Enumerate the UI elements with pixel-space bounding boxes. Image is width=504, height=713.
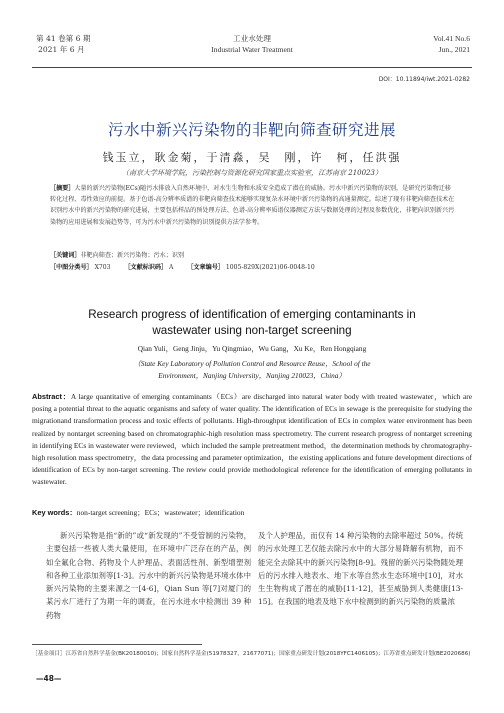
header-journal-block	[0, 33, 504, 55]
abstract-cn-label: ［摘要］	[50, 185, 75, 192]
article-id-label: ［文章编号］	[187, 264, 224, 271]
abstract-cn	[50, 183, 455, 228]
classification-line	[50, 262, 455, 273]
header-date-en: Jun., 2021	[438, 45, 470, 54]
keywords-en-text: non-target screening；ECs；wastewater；identification	[76, 508, 245, 517]
paper-title-cn: 污水中新兴污染物的非靶向筛查研究进展	[107, 121, 396, 139]
doi: DOI：10.11894/iwt.2021-0282	[378, 76, 470, 83]
doc-code-value: A	[169, 264, 174, 271]
affiliation-en: （State Key Laboratory of Pollution Control and Resource Reuse，School of the Environment，Nanjing University，Nanjing 210023，China）	[133, 359, 371, 380]
page-number: —48—	[36, 674, 62, 683]
header-date-cn: 2021 年 6 月	[38, 45, 85, 54]
header-journal-cn: 工业水处理	[233, 34, 271, 43]
keywords-en	[32, 507, 472, 518]
header-volume-en-block	[433, 33, 470, 55]
clc-value: X703	[94, 264, 111, 271]
abstract-en	[32, 391, 472, 489]
doc-code-label: ［文献标识码］	[124, 264, 168, 271]
abstract-en-text: A large quantitative of emerging contaminants（ECs）are discharged into natural water body with treated wastewater，which are posing a potential threat to the aquatic organisms and safety of water quality. The identification of ECs in sewage is the prerequisite for studying the migrationand transformation process and toxic effects of pollutants. High-throughput identification of ECs in complex water environment has been realized by nontarget screening based on chromatographic-high resolution mass spectrometry. The current research progress of nontarget screening in identifying ECs in wastewater were reviewed，which included the sample pretreatment method，the determination methods by chromatography-high resolution mass spectrometry，the data processing and parameter optimization，the existing applications and future development directions of identification of ECs by non-target screening. The review could provide methodological reference for the identification of emerging pollutants in wastewater.	[32, 392, 472, 487]
header-divider	[32, 67, 472, 68]
header-volume-cn: 第 41 卷第 6 期	[36, 34, 91, 43]
header-volume-en: Vol.41 No.6	[433, 34, 470, 43]
clc-label: ［中图分类号］	[50, 264, 93, 271]
keywords-cn	[50, 250, 455, 261]
header-journal-en: Industrial Water Treatment	[211, 45, 293, 54]
footnote-divider	[32, 644, 202, 645]
authors-cn: 钱玉立，耿金菊，于清淼，吴 刚，许 柯，任洪强	[102, 151, 402, 164]
paper-title-en: Research progress of identification of emerging contaminants in wastewater using non-target screening	[88, 308, 416, 337]
keywords-cn-label: ［关键词］	[50, 252, 81, 259]
body-column-right: 及个人护理品，而仅有 14 种污染物的去除率超过 50%。传统的污水处理工艺仅能去除污水中的大部分易降解有机物，而不能完全去除其中的新兴污染物[8-9]。残留的新兴污染物随处理后的污水排入地表水、地下水等自然水生态环境中[10]，对水生生物构成了潜在的威胁[11-12]，甚至威胁到人类健康[13-15]。在我国的地表及地下水中检测到的新兴污染物的质量浓	[258, 531, 463, 607]
keywords-cn-text: 非靶向筛查；新兴污染物；污水；识别	[80, 252, 185, 259]
keywords-en-label: Key words：	[32, 508, 77, 517]
article-id-value: 1005-829X(2021)06-0048-10	[225, 264, 315, 271]
abstract-cn-text: 大量的新兴污染物(ECs)随污水排放入自然环境中，对水生生物和水质安全造成了潜在的威胁。污水中新兴污染物的识别，是研究污染物迁移转化过程、毒性效应的前提。基于色谱-高分辨率质谱的非靶向筛查技术能够实现复杂水环境中新兴污染物的高通量测定。综述了现有非靶向筛查技术在识别污水中的新兴污染物的研究进展，主要包括样品的预处理方法、色谱-高分辨率质谱仪器测定方法与数据处理的过程及参数优化，非靶向识别新兴污染物的应用进展和发展趋势等，可为污水中新兴污染物的识别提供方法学参考。	[50, 185, 455, 226]
funding-footnote: ［基金项目］江苏省自然科学基金(BK20180010)；国家自然科学基金(51978327，21677071)；国家重点研发计划(2018YFC1406105)；江苏省重点研发计划(BE2020686)	[32, 651, 471, 657]
abstract-en-label: Abstract：	[32, 392, 71, 401]
authors-en: Qian Yuli，Geng Jinju，Yu Qingmiao，Wu Gang，Xu Ke，Ren Hongqiang	[137, 344, 367, 353]
affiliation-cn: （南京大学环境学院，污染控制与资源化研究国家重点实验室，江苏南京 210023）	[122, 169, 382, 177]
body-column-left: 新兴污染物是指“新的”或“新发现的”不受管制的污染物，主要包括一些被人类大量使用，在环境中广泛存在的产品，例如全氟化合物、药物及个人护理品、表面活性剂、新型增塑剂和各种工业添加剂等[1-3]。污水中的新兴污染物是环境水体中新兴污染物的主要来源之一[4-6]，Qian Sun 等[7]对厦门的某污水厂进行了为期一年的调查，在污水进水中检测出 39 种药物	[46, 531, 251, 620]
